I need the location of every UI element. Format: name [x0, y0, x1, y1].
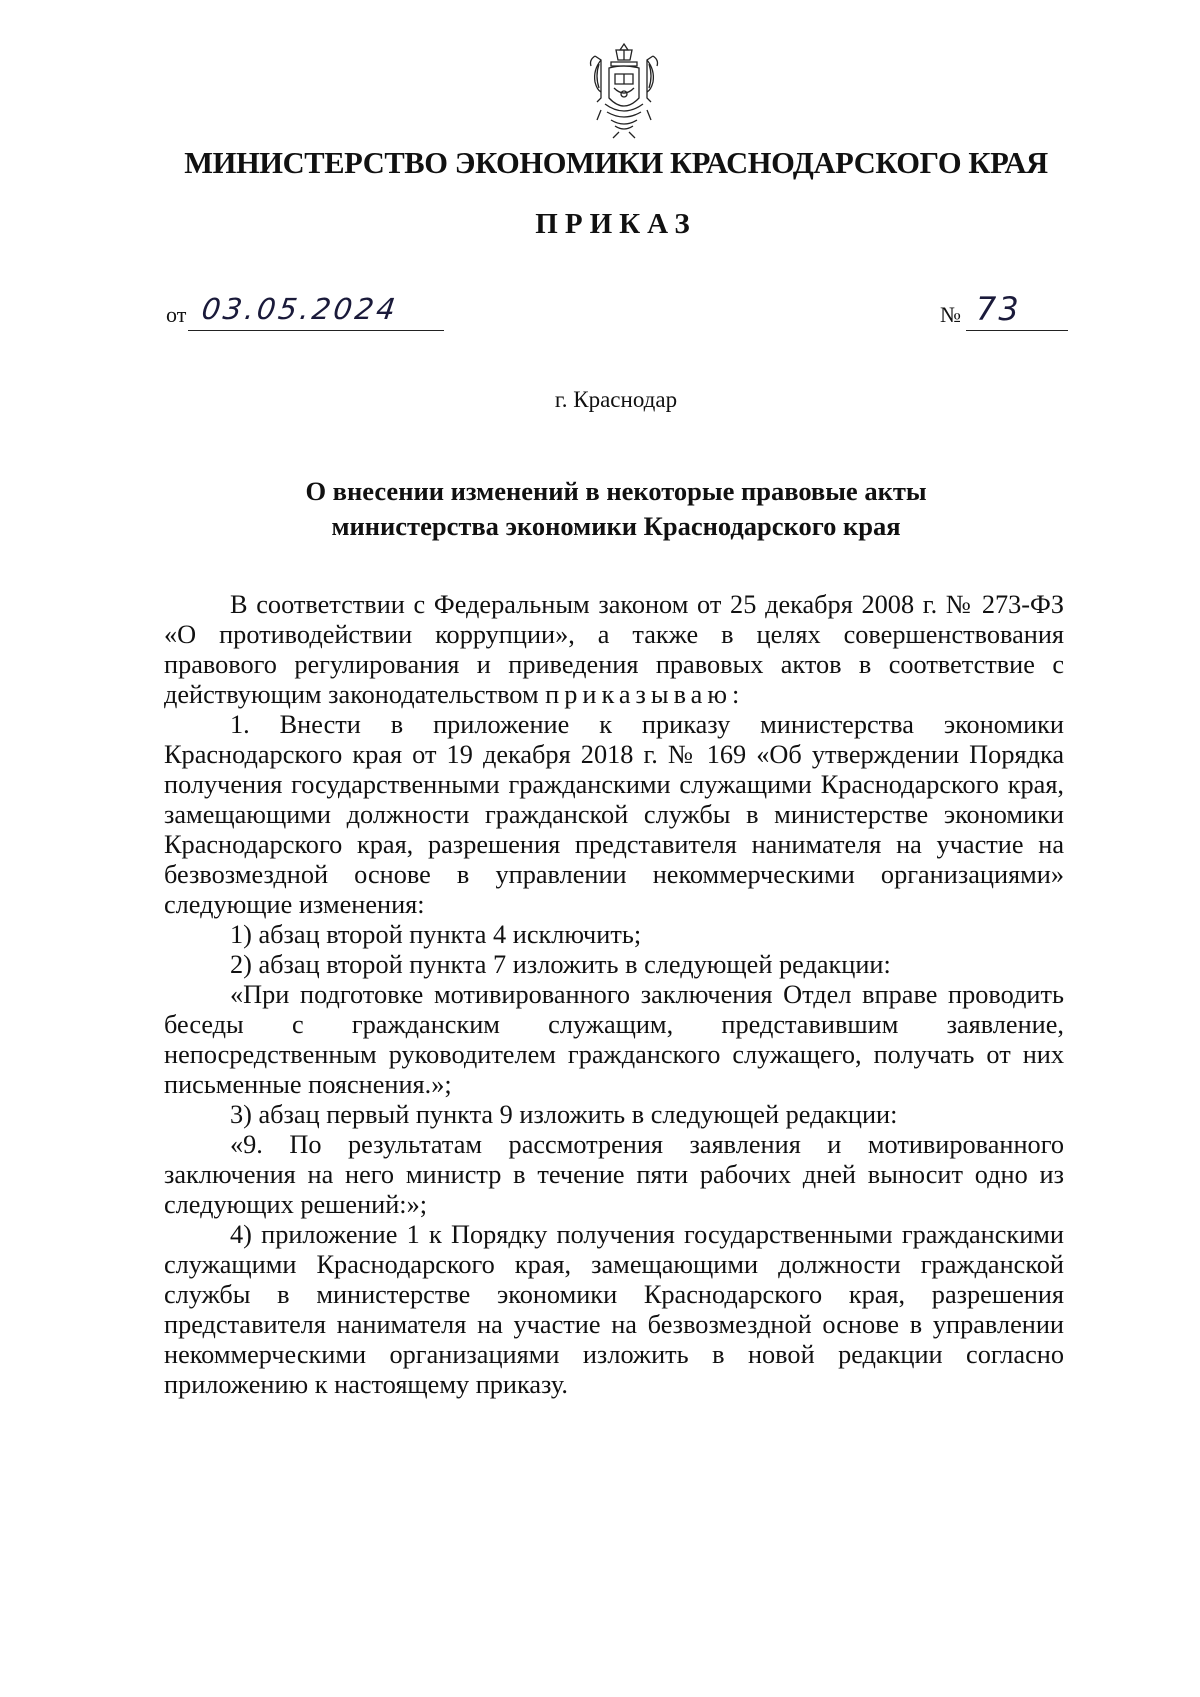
- number-field: [940, 290, 1070, 336]
- document-type: ПРИКАЗ: [535, 208, 697, 240]
- paragraph-subitem-3: 3) абзац первый пункта 9 изложить в следующей редакции:: [230, 1100, 898, 1129]
- coat-of-arms-icon: [585, 40, 663, 140]
- handwritten-date: 03.05.2024: [199, 292, 401, 326]
- handwritten-number: 73: [976, 290, 1021, 328]
- date-underline: [188, 330, 444, 331]
- paragraph-subitem-4: 4) приложение 1 к Порядку получения государственными гражданскими служащими Краснодарского края, замещающими должности гражданской службы в министерстве экономики Краснодарского края, разрешения представителя нанимателя на участие на безвозмездной основе в управлении некоммерческими организациями изложить в новой редакции согласно приложению к настоящему приказу.: [164, 1220, 1064, 1399]
- number-prefix: №: [940, 302, 961, 327]
- city: г. Краснодар: [554, 387, 678, 412]
- paragraph-preamble: [164, 590, 1064, 710]
- paragraph-subitem-1: 1) абзац второй пункта 4 исключить;: [230, 920, 642, 949]
- paragraph-quote-1: «При подготовке мотивированного заключения Отдел вправе проводить беседы с гражданским служащим, представившим заявление, непосредственным руководителем гражданского служащего, получать от них письменные пояснения.»;: [164, 980, 1064, 1099]
- date-field: [166, 292, 446, 336]
- order-word: приказываю:: [545, 680, 745, 709]
- number-underline: [966, 330, 1068, 331]
- document-title: [0, 474, 1200, 544]
- ministry-name: МИНИСТЕРСТВО ЭКОНОМИКИ КРАСНОДАРСКОГО КРАЯ: [184, 146, 1048, 180]
- title-line-1: О внесении изменений в некоторые правовые акты: [305, 476, 927, 506]
- paragraph-subitem-2: 2) абзац второй пункта 7 изложить в следующей редакции:: [230, 950, 891, 979]
- document-body: [164, 590, 1064, 1400]
- preamble-text: В соответствии с Федеральным законом от 25 декабря 2008 г. № 273-ФЗ «О противодействии коррупции», а также в целях совершенствования правового регулирования и приведения правовых актов в соответствие с действующим законодательством: [164, 590, 1064, 709]
- paragraph-item-1: 1. Внести в приложение к приказу министерства экономики Краснодарского края от 19 декабря 2018 г. № 169 «Об утверждении Порядка получения государственными гражданскими служащими Краснодарского края, замещающими должности гражданской службы в министерстве экономики Краснодарского края, разрешения представителя нанимателя на участие на безвозмездной основе в управлении некоммерческими организациями» следующие изменения:: [164, 710, 1064, 919]
- paragraph-quote-2: «9. По результатам рассмотрения заявления и мотивированного заключения на него министр в течение пяти рабочих дней выносит одно из следующих решений:»;: [164, 1130, 1064, 1219]
- title-line-2: министерства экономики Краснодарского края: [331, 511, 901, 541]
- date-prefix: от: [166, 302, 187, 327]
